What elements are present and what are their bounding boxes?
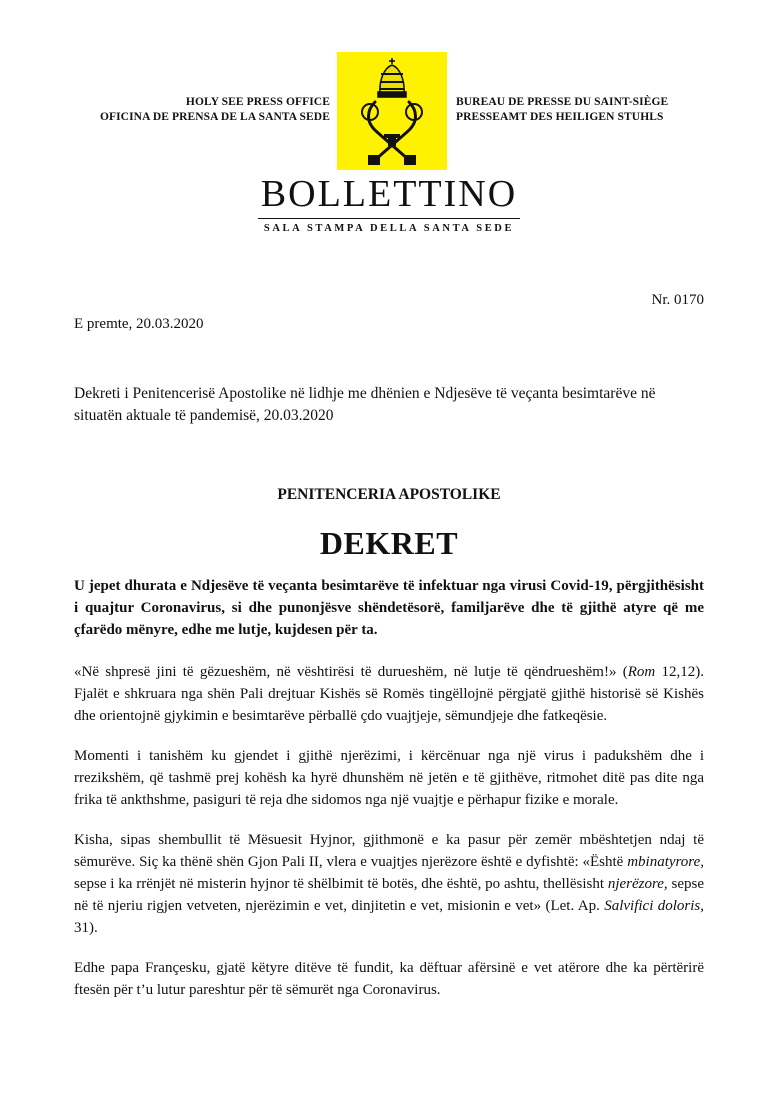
- masthead-title: BOLLETTINO: [260, 173, 518, 215]
- paragraph-3: [74, 829, 704, 939]
- issuing-organization: PENITENCERIA APOSTOLIKE: [277, 486, 501, 503]
- office-names-right: [456, 95, 668, 125]
- bulletin-date: E premte, 20.03.2020: [74, 316, 204, 332]
- paragraph-4: Edhe papa Françesku, gjatë këtyre ditëve të fundit, ka dëftuar afërsinë e vet atërore dhe ka përtërirë ftesën për t’u lutur pareshtur për të sëmurët nga Coronavirus.: [74, 960, 704, 998]
- paragraph-1-rest: 12,12). Fjalët e shkruara nga shën Pali drejtuar Kishës së Romës tingëllojnë përgjatë gjithë historisë së Kishës dhe orientojnë gjykimin e besimtarëve përballë çdo vuajtjeje, sëmundjeje dhe fatkeqësie.: [74, 664, 704, 724]
- paragraph-3-part-a: Kisha, sipas shembullit të Mësuesit Hyjnor, gjithmonë e ka pasur për zemër mbështetjen ndaj të sëmurëve. Siç ka thënë shën Gjon Pali II, vlera e vuajtjes njerëzore është e dyfishtë: «Është: [74, 832, 704, 870]
- paragraph-1-ref: Rom: [627, 664, 656, 680]
- masthead-subtitle: SALA STAMPA DELLA SANTA SEDE: [263, 223, 515, 234]
- office-names-left: [100, 95, 330, 125]
- paragraph-3-italic-3: Salvifici doloris,: [604, 898, 704, 914]
- bulletin-headline: Dekreti i Penitencerisë Apostolike në lidhje me dhënien e Ndjesëve të veçanta besimtarëve në situatën aktuale të pandemisë, 20.03.2020: [74, 385, 656, 424]
- office-name-en: HOLY SEE PRESS OFFICE: [185, 96, 330, 108]
- office-name-fr: BUREAU DE PRESSE DU SAINT-SIÈGE: [456, 96, 669, 108]
- paragraph-3-part-d: 31).: [74, 920, 98, 936]
- paragraph-1-quote: «Në shpresë jini të gëzueshëm, në vështirësi të durueshëm, në lutje të qëndrueshëm!» (: [74, 664, 628, 680]
- masthead: [0, 172, 778, 234]
- document-title: DEKRET: [319, 525, 459, 561]
- decree-body: [74, 575, 704, 1019]
- office-name-de: PRESSEAMT DES HEILIGEN STUHLS: [456, 111, 664, 123]
- paragraph-3-italic-2: njerëzore,: [607, 876, 668, 892]
- masthead-rule: [258, 218, 520, 219]
- bulletin-number: Nr. 0170: [651, 292, 704, 308]
- office-name-es: OFICINA DE PRENSA DE LA SANTA SEDE: [99, 111, 330, 123]
- paragraph-2: Momenti i tanishëm ku gjendet i gjithë njerëzimi, i kërcënuar nga një virus i padukshëm dhe i rrezikshëm, që tashmë prej kohësh ka hyrë dhunshëm në jetën e të gjithëve, ritmohet ditë pas dite nga frika të ankthshme, pasiguri të reja dhe sidomos nga një vuajtje e përhapur fizike e morale.: [74, 748, 704, 808]
- paragraph-3-part-c: sepse në të njeriu rigjen vetveten, njerëzimin e vet, dinjitetin e vet, misionin e vet» (Let. Ap.: [74, 876, 704, 914]
- paragraph-3-part-b: sepse i ka rrënjët në misterin hyjnor të shëlbimit të botës, dhe është, po ashtu, thellësisht: [74, 876, 608, 892]
- papal-keys-tiara-icon: [337, 52, 447, 170]
- paragraph-3-italic-1: mbinatyrore,: [627, 854, 704, 870]
- vatican-emblem-logo: [337, 52, 447, 170]
- paragraph-1: [74, 661, 704, 727]
- lead-paragraph: U jepet dhurata e Ndjesëve të veçanta besimtarëve të infektuar nga virusi Covid-19, përgjithësisht i quajtur Coronavirus, si dhe punonjësve shëndetësorë, familjarëve dhe të gjithë atyre që me çfarëdo mënyre, edhe me lutje, kujdesen për ta.: [74, 578, 704, 638]
